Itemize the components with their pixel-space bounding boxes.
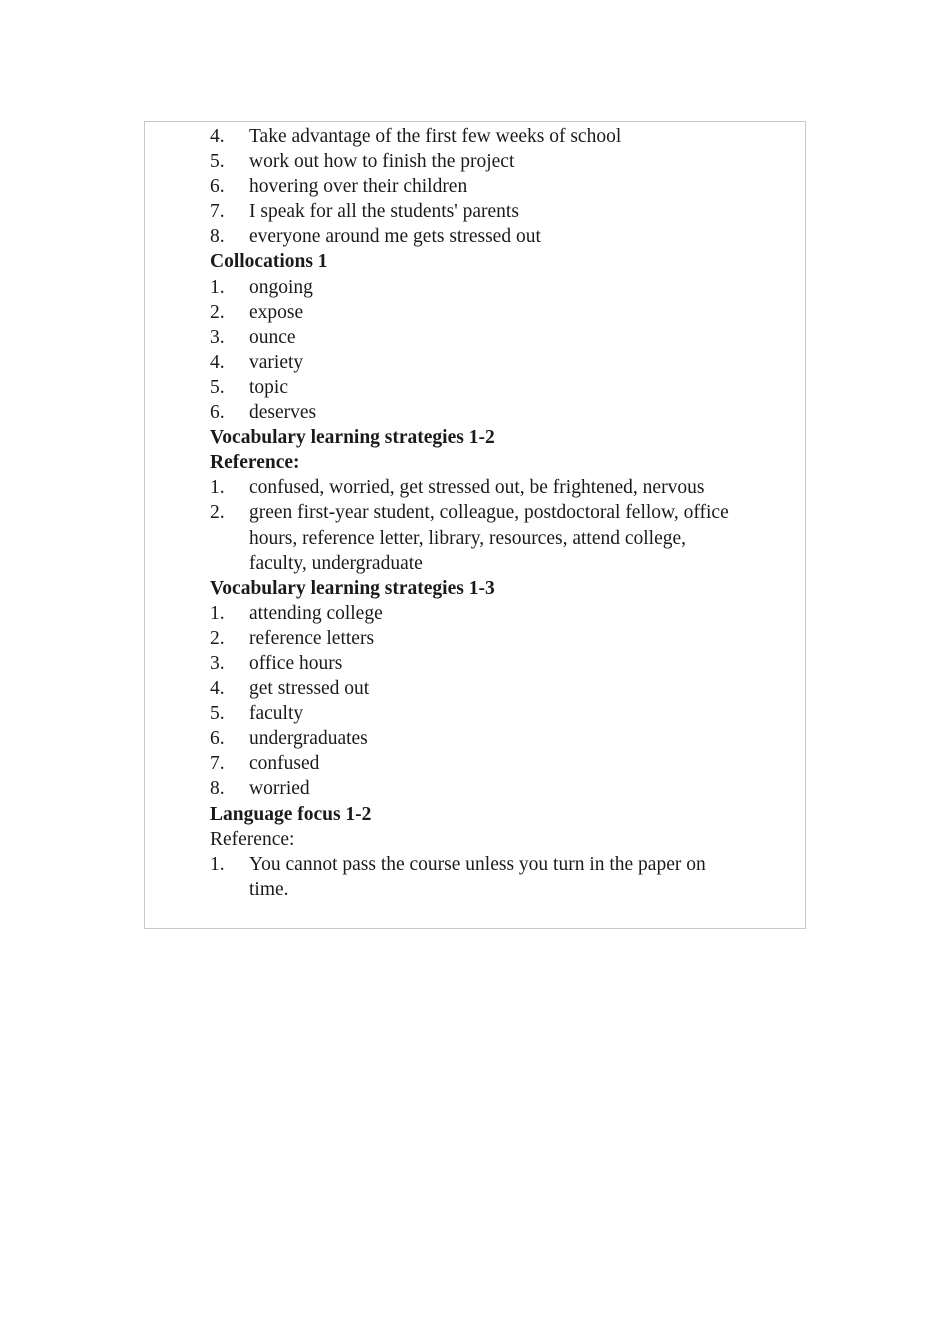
list-item [210, 726, 800, 751]
item-text: confused, worried, get stressed out, be frightened, nervous [249, 477, 705, 499]
section-subheading-reference: Reference: [210, 452, 300, 474]
item-text: ongoing [249, 276, 313, 298]
item-text: everyone around me gets stressed out [249, 226, 541, 248]
item-number: 2. [210, 301, 225, 323]
list-item [210, 124, 800, 149]
item-text: expose [249, 301, 304, 323]
item-text: deserves [249, 402, 317, 424]
item-number: 4. [210, 351, 225, 373]
item-number: 8. [210, 778, 225, 800]
item-number: 2. [210, 502, 225, 524]
item-text: I speak for all the students' parents [249, 201, 519, 223]
section-heading-language-focus-1-2: Language focus 1-2 [210, 803, 372, 825]
collocations-answer-list [210, 275, 800, 426]
vocab-strategies-1-3-list [210, 601, 800, 802]
item-text: office hours [249, 652, 343, 674]
item-number: 6. [210, 728, 225, 750]
item-text: variety [249, 351, 304, 373]
list-item [210, 350, 800, 375]
vocab-strategies-1-2-list [210, 475, 800, 575]
list-item [210, 852, 800, 902]
list-item [210, 300, 800, 325]
list-item [210, 199, 800, 224]
item-number: 3. [210, 652, 225, 674]
item-text: reference letters [249, 627, 375, 649]
item-text: topic [249, 376, 288, 398]
item-number: 6. [210, 176, 225, 198]
item-number: 4. [210, 126, 225, 147]
item-text: undergraduates [249, 728, 368, 750]
item-text: attending college [249, 602, 383, 624]
item-text: confused [249, 753, 320, 775]
list-item [210, 776, 800, 801]
section-note-reference: Reference: [210, 828, 295, 850]
list-item [210, 174, 800, 199]
list-item [210, 751, 800, 776]
item-text: get stressed out [249, 678, 370, 700]
item-number: 5. [210, 151, 225, 173]
list-item [210, 224, 800, 249]
item-text: faculty [249, 703, 304, 725]
item-number: 1. [210, 853, 225, 875]
list-item [210, 701, 800, 726]
item-number: 6. [210, 402, 225, 424]
item-text: ounce [249, 326, 296, 348]
list-item [210, 475, 800, 500]
item-number: 5. [210, 703, 225, 725]
section-heading-collocations-1: Collocations 1 [210, 251, 328, 273]
item-number: 3. [210, 326, 225, 348]
item-text: hovering over their children [249, 176, 468, 198]
item-text: worried [249, 778, 310, 800]
list-item [210, 676, 800, 701]
list-item [210, 400, 800, 425]
section-heading-vocab-strategies-1-2: Vocabulary learning strategies 1-2 [210, 427, 495, 449]
list-item [210, 325, 800, 350]
list-item [210, 500, 800, 575]
item-text: You cannot pass the course unless you turn in the paper on time. [249, 853, 706, 900]
answer-key-content [210, 124, 800, 902]
answer-key-panel [144, 121, 806, 929]
item-text: Take advantage of the first few weeks of school [249, 126, 622, 147]
item-number: 1. [210, 276, 225, 298]
item-number: 7. [210, 753, 225, 775]
item-number: 5. [210, 376, 225, 398]
list-item [210, 275, 800, 300]
continued-answer-list [210, 124, 800, 249]
item-number: 4. [210, 678, 225, 700]
list-item [210, 626, 800, 651]
item-number: 2. [210, 627, 225, 649]
item-text: green first-year student, colleague, postdoctoral fellow, office hours, reference letter, library, resources, attend college, faculty, undergraduate [249, 502, 729, 574]
list-item [210, 651, 800, 676]
list-item [210, 601, 800, 626]
item-text: work out how to finish the project [249, 151, 515, 173]
language-focus-list [210, 852, 800, 902]
item-number: 7. [210, 201, 225, 223]
list-item [210, 375, 800, 400]
item-number: 1. [210, 602, 225, 624]
list-item [210, 149, 800, 174]
section-heading-vocab-strategies-1-3: Vocabulary learning strategies 1-3 [210, 577, 495, 599]
item-number: 1. [210, 477, 225, 499]
item-number: 8. [210, 226, 225, 248]
